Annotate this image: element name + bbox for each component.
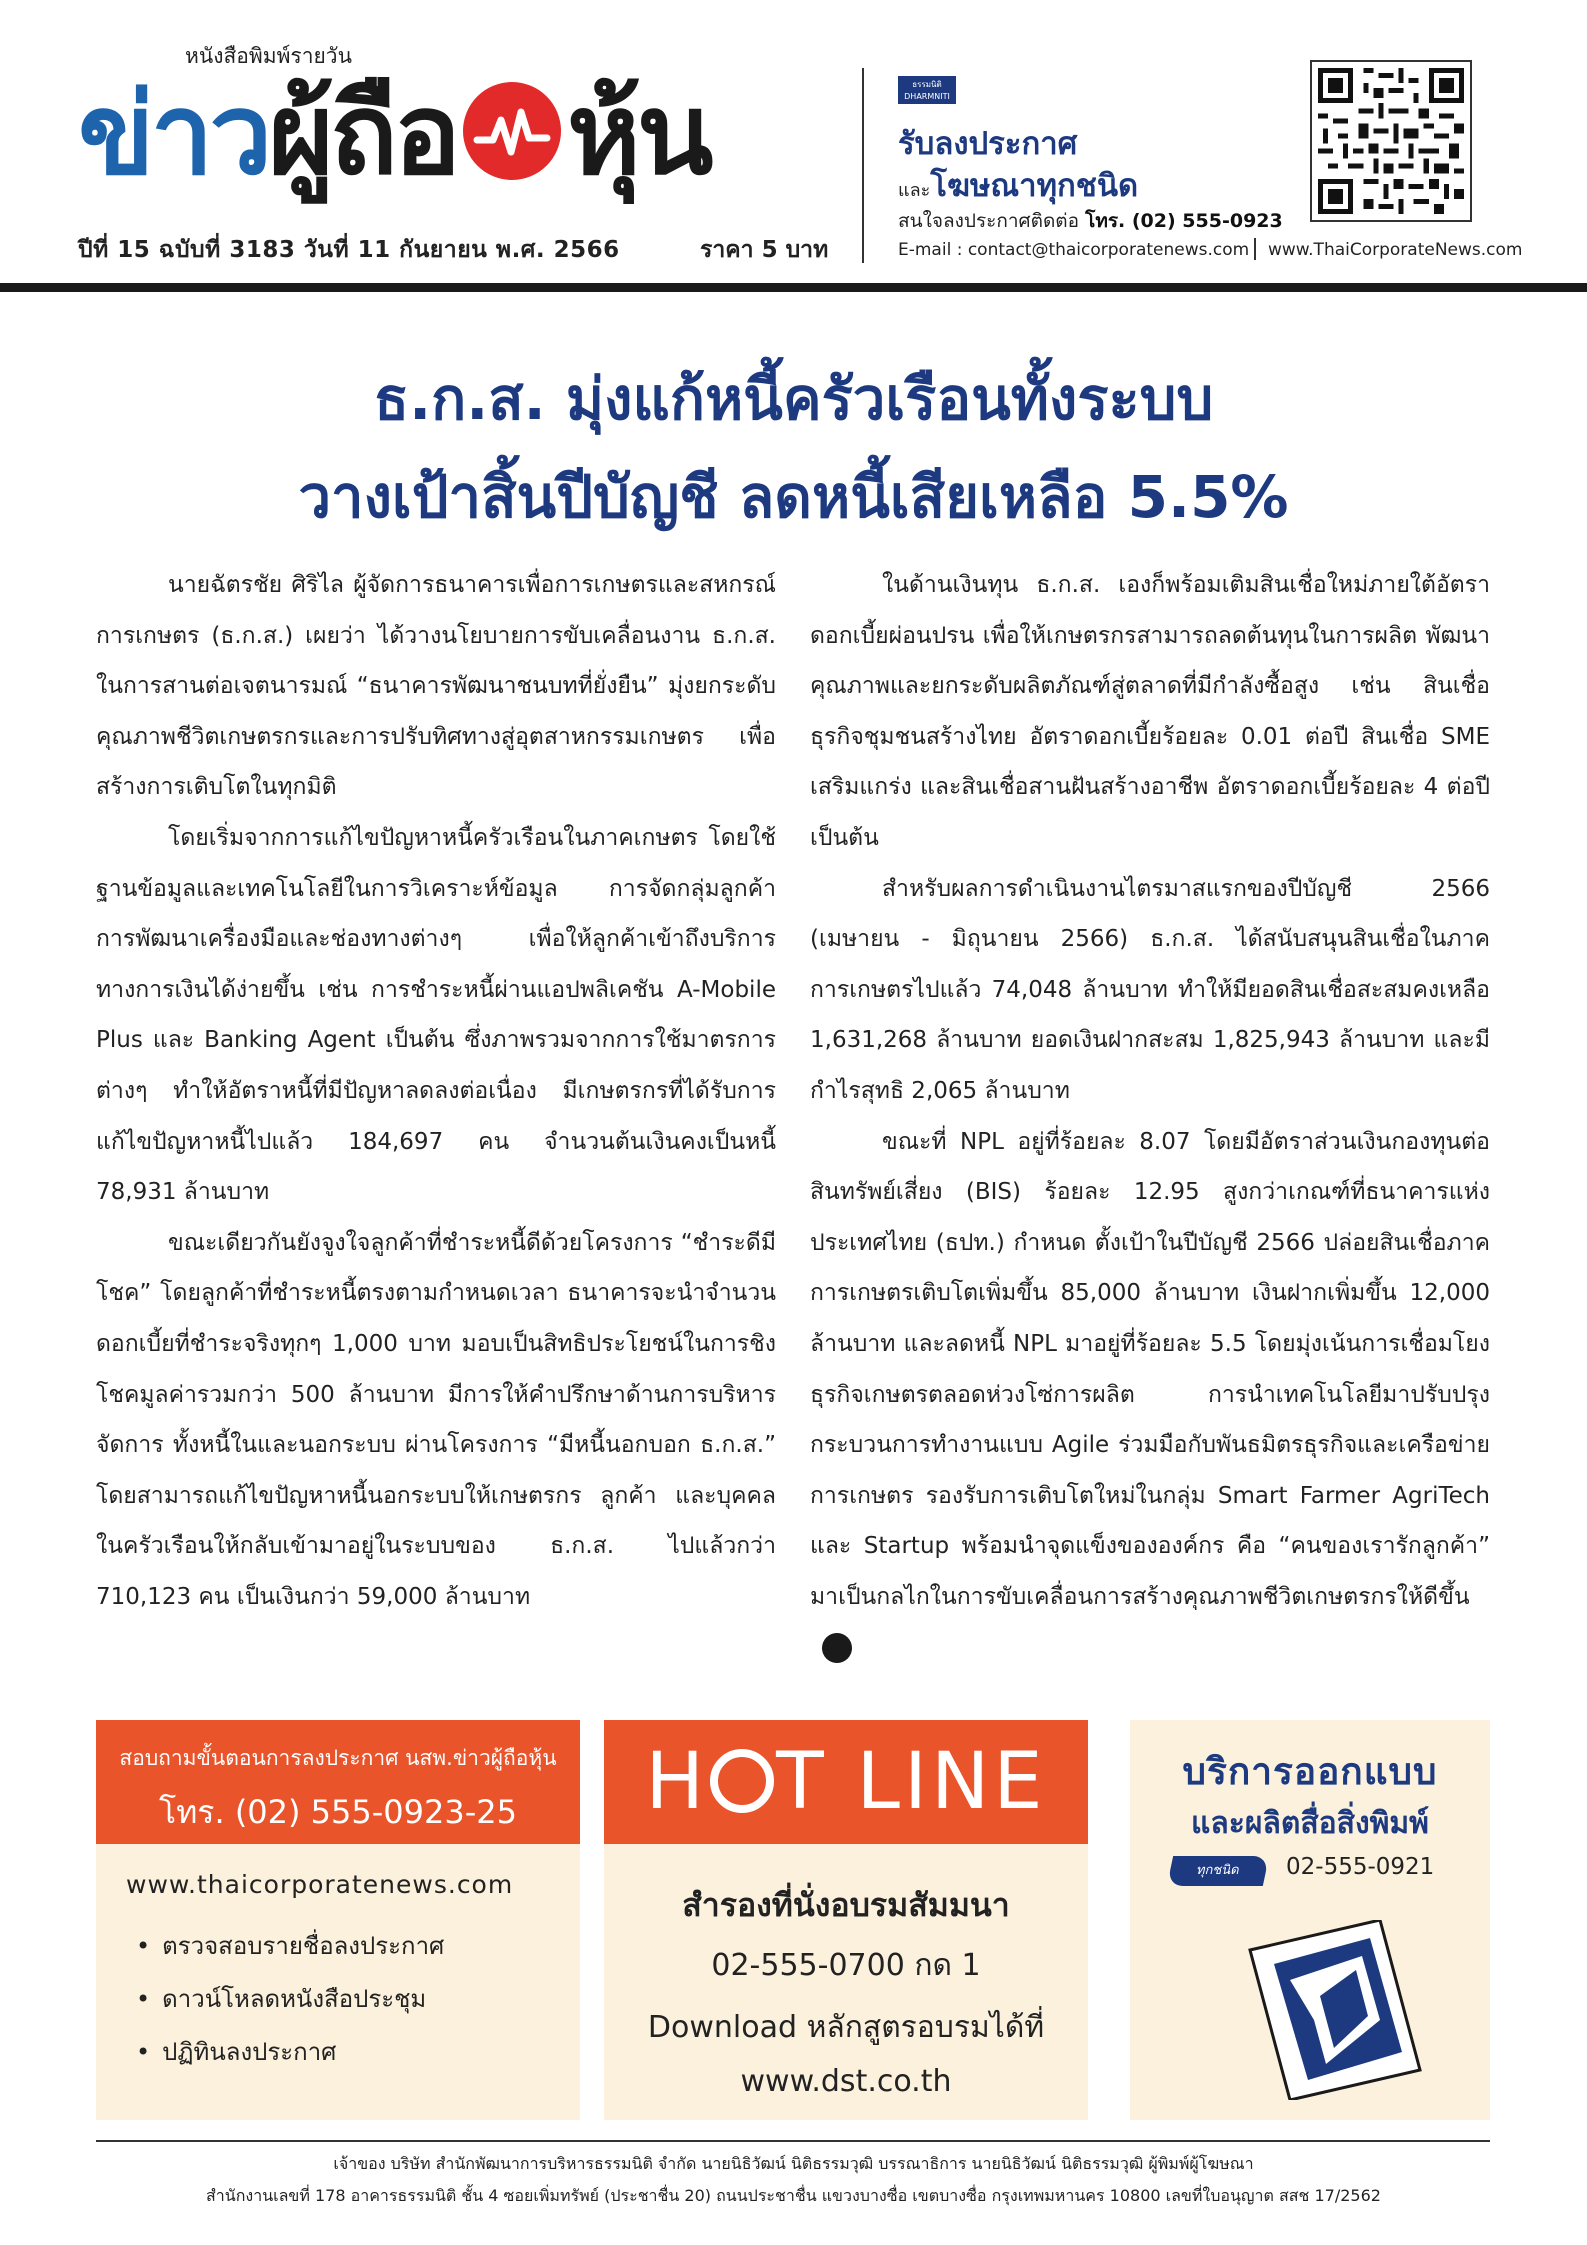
advert-divider	[1254, 238, 1256, 260]
article-paragraph: สำหรับผลการดำเนินงานไตรมาสแรกของปีบัญชี 2566 (เมษายน - มิถุนายน 2566) ธ.ก.ส. ได้สนับสนุนสินเชื่อในภาคการเกษตรไปแล้ว 74,048 ล้านบาท ทำให้มียอดสินเชื่อสะสมคงเหลือ 1,631,268 ล้านบาท ยอดเงินฝากสะสม 1,825,943 ล้านบาท และมีกำไรสุทธิ 2,065 ล้านบาท	[810, 875, 1490, 1104]
announcement-info-header	[96, 1720, 580, 1844]
masthead-tagline: หนังสือพิมพ์รายวัน	[185, 44, 352, 68]
footer-owner-line: เจ้าของ บริษัท สำนักพัฒนาการบริหารธรรมนิติ จำกัด นายนิธิวัฒน์ นิติธรรมวุฒิ บรรณาธิการ นายนิธิวัฒน์ นิติธรรมวุฒิ ผู้พิมพ์ผู้โฆษณา	[333, 2154, 1254, 2173]
stock-chart-icon	[463, 82, 561, 180]
advert-sub-text: โฆษณาทุกชนิด	[930, 168, 1139, 204]
advert-website-link[interactable]: www.ThaiCorporateNews.com	[1268, 240, 1523, 260]
logo-word-stock: หุ้น	[567, 70, 710, 200]
list-item[interactable]: • ดาวน์โหลดหนังสือประชุม	[136, 1973, 444, 2026]
issue-price: ราคา 5 บาท	[700, 237, 829, 263]
dharmniti-logo: ธรรมนิติ DHARMNITI	[898, 76, 956, 104]
announcement-phone: โทร. (02) 555-0923-25	[159, 1793, 517, 1831]
masthead-divider	[862, 68, 864, 263]
article-column-right	[810, 560, 1490, 1673]
article-paragraph	[810, 1117, 1490, 1674]
print-service-badge: ทุกชนิด	[1167, 1856, 1269, 1886]
print-service-subtitle: และผลิตสื่อสิ่งพิมพ์	[1191, 1806, 1429, 1841]
course-website-link[interactable]: www.dst.co.th	[740, 2064, 952, 2099]
article-paragraph: ขณะเดียวกันยังจูงใจลูกค้าที่ชำระหนี้ดีด้วยโครงการ “ชำระดีมีโชค” โดยลูกค้าที่ชำระหนี้ตรงตามกำหนดเวลา ธนาคารจะนำจำนวนดอกเบี้ยที่ชำระจริงทุกๆ 1,000 บาท มอบเป็นสิทธิประโยชน์ในการชิงโชคมูลค่ารวมกว่า 500 ล้านบาท มีการให้คำปรึกษาด้านการบริหารจัดการ ทั้งหนี้ในและนอกระบบ ผ่านโครงการ “มีหนี้นอกบอก ธ.ก.ส.” โดยสามารถแก้ไขปัญหาหนี้นอกระบบให้เกษตรกร ลูกค้า และบุคคลในครัวเรือนให้กลับเข้ามาอยู่ในระบบของ ธ.ก.ส. ไปแล้วกว่า 710,123 คน เป็นเงินกว่า 59,000 ล้านบาท	[96, 1229, 776, 1610]
list-item[interactable]: • ปฏิทินลงประกาศ	[136, 2026, 444, 2079]
qr-code-icon	[1312, 62, 1470, 220]
advert-contact	[898, 206, 1283, 236]
seminar-booking-label: สำรองที่นั่งอบรมสัมมนา	[682, 1886, 1010, 1924]
headline-line-2: วางเป้าสิ้นปีบัญชี ลดหนี้เสียเหลือ 5.5%	[298, 463, 1289, 531]
article-end-icon	[822, 1633, 852, 1663]
announcement-question: สอบถามขั้นตอนการลงประกาศ นสพ.ข่าวผู้ถือหุ้น	[119, 1746, 557, 1770]
hotline-letter-h: H	[645, 1737, 709, 1827]
phone-icon	[710, 1749, 774, 1813]
advert-contact-label: สนใจลงประกาศติดต่อ	[898, 210, 1080, 232]
advert-sub-small: และ	[898, 180, 931, 201]
masthead	[0, 0, 1587, 290]
hotline-text: T LINE	[776, 1737, 1047, 1827]
article-column-left	[96, 560, 776, 1622]
list-item[interactable]: • ตรวจสอบรายชื่อลงประกาศ	[136, 1920, 444, 1973]
article-paragraph-text: ขณะที่ NPL อยู่ที่ร้อยละ 8.07 โดยมีอัตราส่วนเงินกองทุนต่อสินทรัพย์เสี่ยง (BIS) ร้อยละ 12.95 สูงกว่าเกณฑ์ที่ธนาคารแห่งประเทศไทย (ธปท.) กำหนด ตั้งเป้าในปีบัญชี 2566 ปล่อยสินเชื่อภาคการเกษตรเติบโตเพิ่มขึ้น 85,000 ล้านบาท เงินฝากเพิ่มขึ้น 12,000 ล้านบาท และลดหนี้ NPL มาอยู่ที่ร้อยละ 5.5 โดยมุ่งเน้นการเชื่อมโยงธุรกิจเกษตรตลอดห่วงโซ่การผลิต การนำเทคโนโลยีมาปรับปรุงกระบวนการทำงานแบบ Agile ร่วมมือกับพันธมิตรธุรกิจและเครือข่ายการเกษตร รองรับการเติบโตใหม่ในกลุ่ม Smart Farmer AgriTech และ Startup พร้อมนำจุดแข็งขององค์กร คือ “คนของเรารักลูกค้า” มาเป็นกลไกในการขับเคลื่อนการสร้างคุณภาพชีวิตเกษตรกรให้ดีขึ้น	[810, 1128, 1490, 1610]
masthead-rule	[0, 283, 1587, 292]
course-download-label: Download หลักสูตรอบรมได้ที่	[647, 2010, 1045, 2045]
advert-subtitle	[898, 160, 1138, 210]
announcement-info-box	[96, 1720, 580, 2120]
announcement-service-list	[136, 1920, 444, 2079]
article-paragraph: ในด้านเงินทุน ธ.ก.ส. เองก็พร้อมเติมสินเชื่อใหม่ภายใต้อัตราดอกเบี้ยผ่อนปรน เพื่อให้เกษตรกรสามารถลดต้นทุนในการผลิต พัฒนาคุณภาพและยกระดับผลิตภัณฑ์สู่ตลาดที่มีกำลังซื้อสูง เช่น สินเชื่อธุรกิจชุมชนสร้างไทย อัตราดอกเบี้ยร้อยละ 0.01 ต่อปี สินเชื่อ SME เสริมแกร่ง และสินเชื่อสานฝันสร้างอาชีพ อัตราดอกเบี้ยร้อยละ 4 ต่อปี เป็นต้น	[810, 572, 1490, 851]
print-service-phone: 02-555-0921	[1286, 1854, 1435, 1880]
qr-code-graphic	[1318, 68, 1464, 214]
logo-word-news: ข่าว	[78, 70, 269, 200]
footer-rule	[96, 2140, 1490, 2142]
advert-email[interactable]: E-mail : contact@thaicorporatenews.com	[898, 240, 1250, 260]
article-paragraph: นายฉัตรชัย ศิริไล ผู้จัดการธนาคารเพื่อการเกษตรและสหกรณ์การเกษตร (ธ.ก.ส.) เผยว่า ได้วางนโยบายการขับเคลื่อนงาน ธ.ก.ส. ในการสานต่อเจตนารมณ์ “ธนาคารพัฒนาชนบทที่ยั่งยืน” มุ่งยกระดับคุณภาพชีวิตเกษตรกรและการปรับทิศทางสู่อุตสาหกรรมเกษตร เพื่อสร้างการเติบโตในทุกมิติ	[96, 572, 776, 801]
print-service-title: บริการออกแบบ	[1182, 1750, 1438, 1793]
newspaper-logo	[78, 55, 709, 215]
logo-word-holder: ผู้ถือ	[268, 70, 458, 200]
book-logo-icon	[1230, 1920, 1430, 2100]
issue-info: ปีที่ 15 ฉบับที่ 3183 วันที่ 11 กันยายน พ.ศ. 2566	[78, 237, 620, 263]
advert-contact-phone: โทร. (02) 555-0923	[1085, 210, 1283, 232]
footer-address-line: สำนักงานเลขที่ 178 อาคารธรรมนิติ ชั้น 4 ซอยเพิ่มทรัพย์ (ประชาชื่น 20) ถนนประชาชื่น แขวงบางซื่อ เขตบางซื่อ กรุงเทพมหานคร 10800 เลขที่ใบอนุญาต สสช 17/2562	[206, 2186, 1381, 2205]
advert-title: รับลงประกาศ	[898, 126, 1078, 162]
headline-line-1: ธ.ก.ส. มุ่งแก้หนี้ครัวเรือนทั้งระบบ	[373, 365, 1214, 433]
seminar-phone: 02-555-0700 กด 1	[711, 1948, 981, 1983]
article-paragraph: โดยเริ่มจากการแก้ไขปัญหาหนี้ครัวเรือนในภาคเกษตร โดยใช้ฐานข้อมูลและเทคโนโลยีในการวิเคราะห์ข้อมูล การจัดกลุ่มลูกค้า การพัฒนาเครื่องมือและช่องทางต่างๆ เพื่อให้ลูกค้าเข้าถึงบริการทางการเงินได้ง่ายขึ้น เช่น การชำระหนี้ผ่านแอปพลิเคชัน A-Mobile Plus และ Banking Agent เป็นต้น ซึ่งภาพรวมจากการใช้มาตรการต่างๆ ทำให้อัตราหนี้ที่มีปัญหาลดลงต่อเนื่อง มีเกษตรกรที่ได้รับการแก้ไขปัญหาหนี้ไปแล้ว 184,697 คน จำนวนต้นเงินคงเป็นหนี้ 78,931 ล้านบาท	[96, 824, 776, 1206]
announcement-website-link[interactable]: www.thaicorporatenews.com	[126, 1870, 514, 1899]
hotline-header	[604, 1720, 1088, 1844]
hotline-box	[604, 1720, 1088, 2120]
article-headline	[0, 350, 1587, 546]
print-service-box	[1130, 1720, 1490, 2120]
